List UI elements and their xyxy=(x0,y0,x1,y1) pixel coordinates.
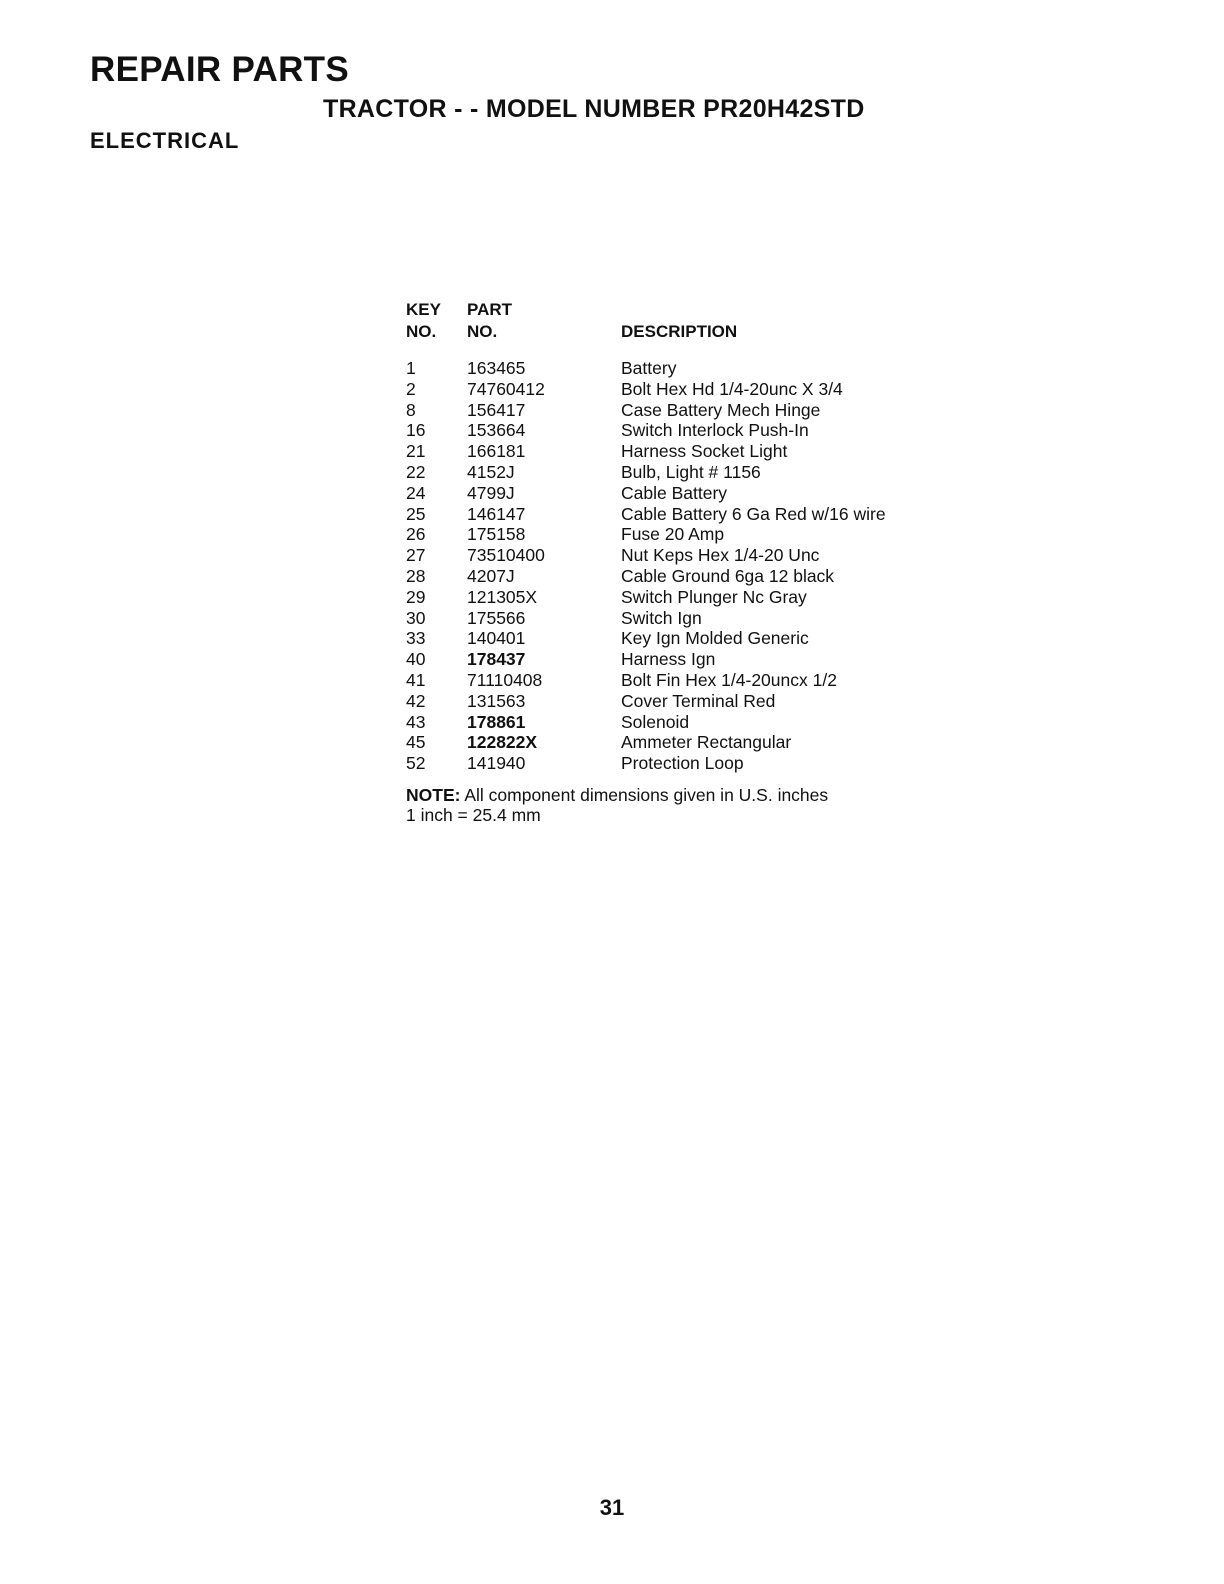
key-cell: 30 xyxy=(406,607,426,628)
table-row xyxy=(406,358,1006,379)
key-cell: 33 xyxy=(406,628,426,649)
description-cell: Cover Terminal Red xyxy=(621,690,776,711)
note-conversion: 1 inch = 25.4 mm xyxy=(406,804,541,825)
key-cell: 2 xyxy=(406,378,416,399)
table-row xyxy=(406,587,1006,608)
section-title: ELECTRICAL xyxy=(90,128,240,153)
table-row xyxy=(406,649,1006,670)
description-cell: Nut Keps Hex 1/4-20 Unc xyxy=(621,545,820,566)
part-number-cell: 153664 xyxy=(467,420,526,441)
table-row xyxy=(406,670,1006,691)
key-cell: 52 xyxy=(406,753,426,774)
description-cell: Case Battery Mech Hinge xyxy=(621,399,821,420)
note-text: All component dimensions given in U.S. inches xyxy=(460,784,829,805)
table-header-row-2 xyxy=(406,322,1006,344)
note xyxy=(406,785,1006,825)
key-cell: 24 xyxy=(406,482,426,503)
part-number-cell: 146147 xyxy=(467,503,526,524)
key-cell: 27 xyxy=(406,545,426,566)
key-header-line1: KEY xyxy=(406,300,441,319)
table-row xyxy=(406,628,1006,649)
table-row xyxy=(406,524,1006,545)
key-cell: 26 xyxy=(406,524,426,545)
table-row xyxy=(406,712,1006,733)
description-cell: Ammeter Rectangular xyxy=(621,732,792,753)
key-cell: 21 xyxy=(406,441,426,462)
table-header-row-1 xyxy=(406,300,1006,322)
description-cell: Harness Socket Light xyxy=(621,441,788,462)
description-cell: Bolt Hex Hd 1/4-20unc X 3/4 xyxy=(621,378,843,399)
model-title: TRACTOR - - MODEL NUMBER PR20H42STD xyxy=(323,95,865,123)
part-number-cell: 178861 xyxy=(467,711,526,732)
note-line xyxy=(406,785,1006,805)
part-number-cell: 121305X xyxy=(467,586,538,607)
table-row xyxy=(406,691,1006,712)
key-cell: 43 xyxy=(406,711,426,732)
description-cell: Cable Ground 6ga 12 black xyxy=(621,565,835,586)
description-cell: Bolt Fin Hex 1/4-20uncx 1/2 xyxy=(621,669,837,690)
part-number-cell: 175566 xyxy=(467,607,526,628)
part-number-cell: 131563 xyxy=(467,690,526,711)
key-cell: 42 xyxy=(406,690,426,711)
part-number-cell: 175158 xyxy=(467,524,526,545)
key-cell: 41 xyxy=(406,669,426,690)
table-row xyxy=(406,420,1006,441)
key-cell: 29 xyxy=(406,586,426,607)
part-number-cell: 141940 xyxy=(467,753,526,774)
key-header-line2: NO. xyxy=(406,322,437,341)
description-cell: Cable Battery xyxy=(621,482,728,503)
key-cell: 25 xyxy=(406,503,426,524)
part-number-cell: 73510400 xyxy=(467,545,545,566)
description-cell: Battery xyxy=(621,358,677,378)
table-row xyxy=(406,483,1006,504)
part-number-cell: 74760412 xyxy=(467,378,545,399)
key-cell: 45 xyxy=(406,732,426,753)
parts-table xyxy=(406,300,1006,825)
description-cell: Key Ign Molded Generic xyxy=(621,628,809,649)
key-cell: 8 xyxy=(406,399,416,420)
table-row xyxy=(406,545,1006,566)
description-cell: Solenoid xyxy=(621,711,690,732)
table-row xyxy=(406,379,1006,400)
table-row xyxy=(406,566,1006,587)
part-number-cell: 163465 xyxy=(467,358,526,378)
part-header-line2: NO. xyxy=(467,322,498,341)
key-cell: 40 xyxy=(406,649,426,670)
description-cell: Harness Ign xyxy=(621,649,716,670)
description-cell: Cable Battery 6 Ga Red w/16 wire xyxy=(621,503,886,524)
table-row xyxy=(406,732,1006,753)
key-cell: 16 xyxy=(406,420,426,441)
description-cell: Switch Ign xyxy=(621,607,702,628)
table-row xyxy=(406,504,1006,525)
note-label: NOTE: xyxy=(406,784,461,805)
description-cell: Protection Loop xyxy=(621,753,744,774)
part-number-cell: 4152J xyxy=(467,461,515,482)
key-cell: 28 xyxy=(406,565,426,586)
part-number-cell: 178437 xyxy=(467,649,526,670)
page-number: 31 xyxy=(599,1495,625,1520)
description-cell: Switch Plunger Nc Gray xyxy=(621,586,807,607)
table-row xyxy=(406,753,1006,774)
description-header: DESCRIPTION xyxy=(621,322,738,341)
table-row xyxy=(406,608,1006,629)
parts-list xyxy=(406,358,1006,774)
key-cell: 1 xyxy=(406,358,416,378)
part-number-cell: 166181 xyxy=(467,441,526,462)
table-row xyxy=(406,400,1006,421)
part-number-cell: 156417 xyxy=(467,399,526,420)
part-number-cell: 140401 xyxy=(467,628,526,649)
part-number-cell: 122822X xyxy=(467,732,538,753)
table-row xyxy=(406,441,1006,462)
part-number-cell: 4207J xyxy=(467,565,515,586)
description-cell: Bulb, Light # 1156 xyxy=(621,461,761,482)
part-number-cell: 71110408 xyxy=(467,669,543,690)
key-cell: 22 xyxy=(406,461,426,482)
page-title: REPAIR PARTS xyxy=(90,50,349,89)
part-header-line1: PART xyxy=(467,300,513,319)
description-cell: Switch Interlock Push-In xyxy=(621,420,809,441)
table-row xyxy=(406,462,1006,483)
description-cell: Fuse 20 Amp xyxy=(621,524,725,545)
part-number-cell: 4799J xyxy=(467,482,515,503)
